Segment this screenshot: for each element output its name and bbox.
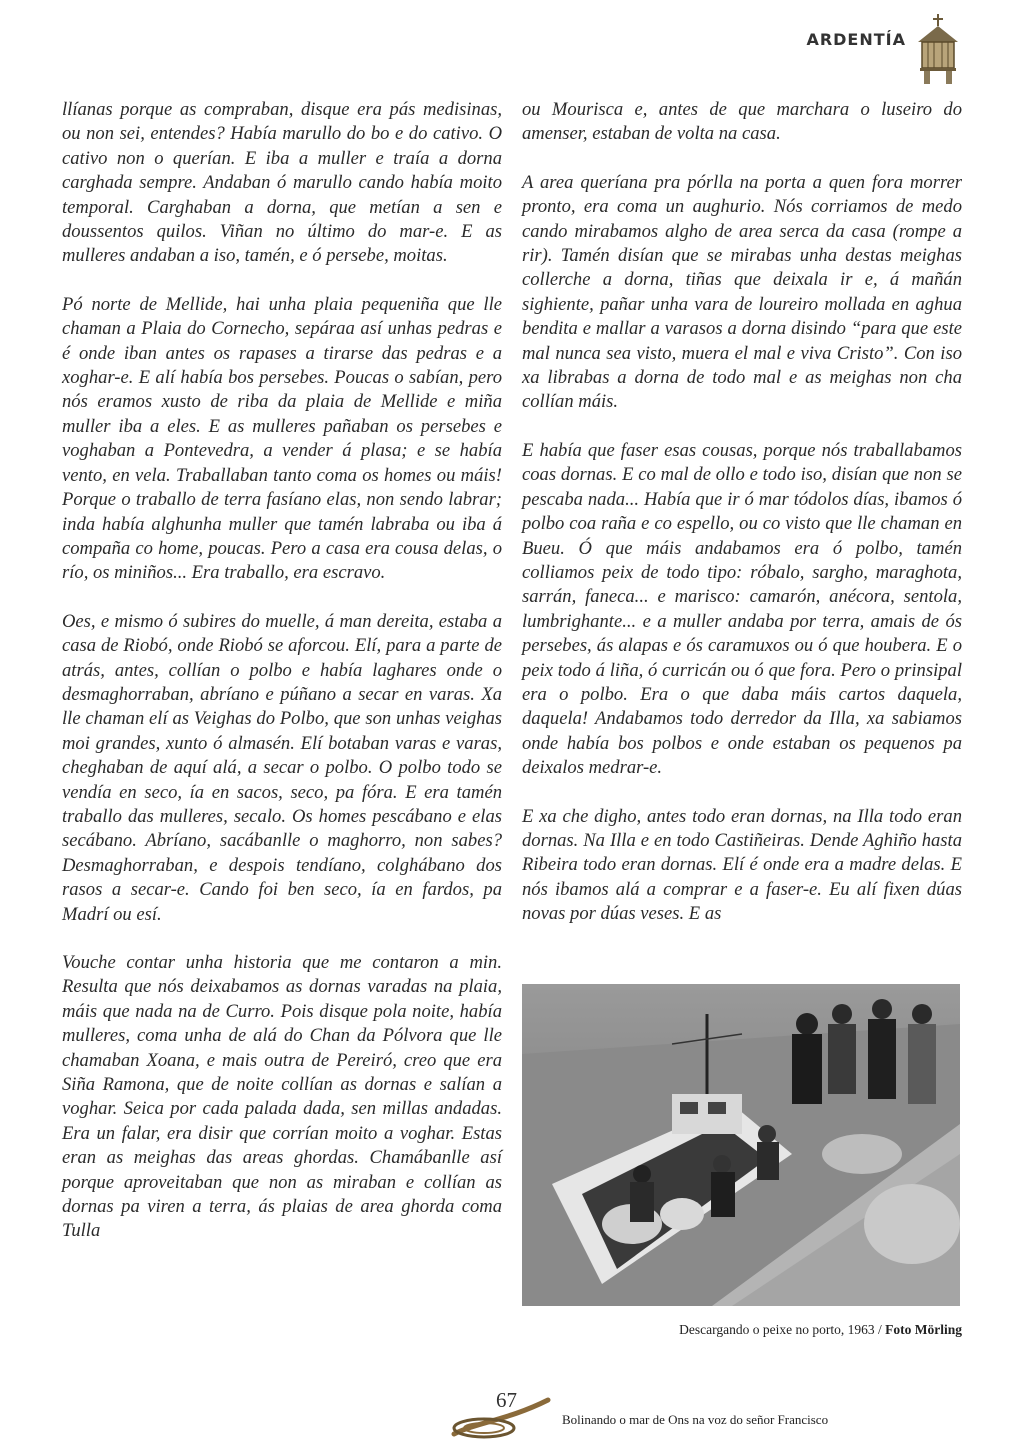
- paragraph: Pó norte de Mellide, hai unha plaia pequeniña que lle chaman a Plaia do Cornecho, sepáraa así unhas pedras e é onde iban antes os rapases a tirarse das pedras e a xoghar-e. E alí había bos persebes. Poucas o sabían, pero nós eramos xusto de riba da plaia de Mellide e miña muller iba a eles. E as mulleres pañaban os persebes e voghaban a Pontevedra, a vender á plasa; e se había vento, en vela. Traballaban tanto coma os homes ou máis! Porque o traballo de terra fasíano elas, non sendo labrar; inda había alghunha muller que tamén labraba ou iba á compaña co home, poucas. Pero a casa era cousa delas, o río, os miniños... Era traballo, era escravo.: [62, 293, 502, 584]
- magazine-title: ARDENTÍA: [806, 30, 906, 49]
- fishing-boat-photo-image: [522, 984, 960, 1306]
- photo-caption: [522, 1322, 962, 1338]
- caption-text: Descargando o peixe no porto, 1963 /: [679, 1322, 882, 1337]
- photo-credit: Foto Mörling: [885, 1322, 962, 1337]
- paragraph: E había que faser esas cousas, porque nós traballabamos coas dornas. E co mal de ollo e todo iso, disían que non se pescaba nada... Había que ir ó mar tódolos días, ibamos ó polbo coa raña e co espello, ou co visto que lle chaman en Bueu. Ó que máis andabamos era ó polbo, tamén colliamos peix de todo tipo: róbalo, sargho, maraghota, sarrán, faneca... e marisco: camarón, anécora, sentola, lumbrighante... e a muller andaba por terra, amais de ós persebes, ás alapas e ós caramuxos ou ó que houbera. E o peix todo á liña, ó curricán ou ó que fora. Pero o prinsipal era o polbo. Era o que daba máis cartos daquela, daquela! Andabamos todo derredor da Illa, xa sabiamos onde había bos polbos e onde estaban os pequenos pa deixalos medrar-e.: [522, 439, 962, 779]
- paragraph: A area queríana pra pórlla na porta a quen fora morrer pronto, era coma un aughurio. Nós corriamos de medo cando mirabamos algho de area serca da casa (rompe a rir). Tamén disían que se mirabas unha destas meighas collerche a dorna, tiñas que deixala ir e, á mañán sighiente, pañar unha vara de loureiro mollada en aghua bendita e mallar a varasos a dorna disindo “para que este mal nunca sea visto, muera el mal e viva Cristo”. Con iso xa librabas a dorna de todo mal e as meighas non cha collían máis.: [522, 171, 962, 413]
- paragraph: E xa che digho, antes todo eran dornas, na Illa todo eran dornas. Na Illa e en todo Castiñeiras. Dende Aghiño hasta Ribeira todo eran dornas. Elí é onde era a madre delas. E nós ibamos alá a comprar e a faser-e. Eu alí fixen dúas novas por dúas veses. E as: [522, 805, 962, 925]
- page-number: 67: [496, 1388, 517, 1412]
- paragraph: Vouche contar unha historia que me contaron a min. Resulta que nós deixabamos as dornas varadas na plaia, máis que nada na de Curro. Pois disque pola noite, había mulleres, coma unha de alá do Chan da Pólvora que lle chamaban Xoana, e mais outra de Pereiró, creo que era Siña Ramona, que de noite collían as dornas e salían a voghar. Seica por cada palada dada, sen millas andadas. Era un falar, era disir que corrían moito a voghar. Estas eran as meighas das areas ghordas. Chamábanlle así porque aproveitaban que non as miraban e collían as dornas pa viren a terra, ás plaias de area ghorda coma Tulla: [62, 952, 502, 1242]
- harbor-photo: [522, 984, 960, 1306]
- right-text-column: [522, 98, 962, 951]
- horreo-emblem-icon: [914, 12, 962, 90]
- paragraph: llíanas porque as compraban, disque era pás medisinas, ou non sei, entendes? Había marullo do bo e do cativo. O cativo non o querían. E iba a muller e traía a dorna carghada sempre. Andaban ó marullo cando había moito temporal. Carghaban a dorna, que metían a sen e doussentos quilos. Viñan no último do mar-e. E as mulleres andaban a iso, tamén, e ó persebe, moitas.: [62, 99, 502, 267]
- paragraph: Oes, e mismo ó subires do muelle, á man dereita, estaba a casa de Riobó, onde Riobó se aforcou. Elí, para a parte de atrás, antes, collían o polbo e había laghares onde o desmaghorraban, abríano e púñano a secar en varas. Xa lle chaman elí as Veighas do Polbo, que son unhas veighas moi grandes, xunto ó almasén. Elí botaban varas e varas, cheghaban de aquí alá, a secar o polbo. O polbo todo se vendía en seco, ía en sacos, seco, pa fóra. E era tamén traballo das mulleres, secalo. Os homes pescábano e elas secábano. Abríano, sacábanlle o maghorro, non sabes? Desmaghorraban, e despois tendíano, colghábano dos rasos a secar-e. Cando foi ben seco, ía en fardos, pa Madrí ou esí.: [62, 610, 502, 925]
- paragraph: ou Mourisca e, antes de que marchara o luseiro do amenser, estaban de volta na casa.: [522, 99, 962, 145]
- footer-book-title: Bolinando o mar de Ons na voz do señor Francisco: [562, 1412, 829, 1427]
- left-text-column: [62, 98, 502, 1268]
